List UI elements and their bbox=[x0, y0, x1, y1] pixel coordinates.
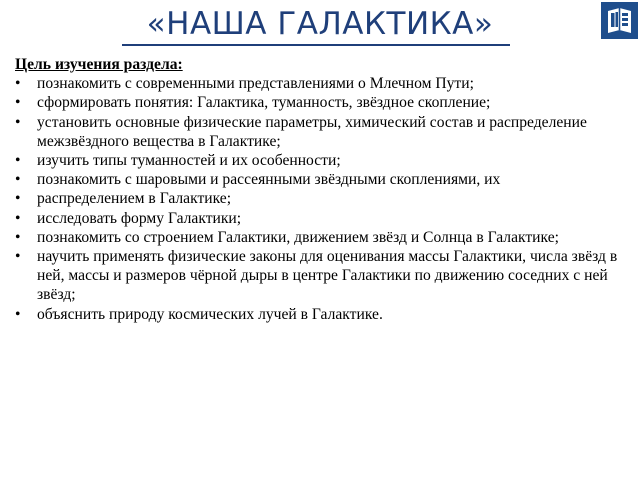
list-item bbox=[15, 209, 625, 228]
university-logo-icon bbox=[601, 2, 638, 39]
bullet-icon: • bbox=[15, 228, 21, 246]
list-item bbox=[15, 113, 625, 151]
list-item-text: познакомить со строением Галактики, движением звёзд и Солнца в Галактике; bbox=[37, 228, 559, 246]
list-item bbox=[15, 228, 625, 247]
slide-content bbox=[15, 55, 625, 324]
bullet-icon: • bbox=[15, 305, 21, 323]
slide-title: «НАША ГАЛАКТИКА» bbox=[146, 6, 494, 42]
bullet-icon: • bbox=[15, 248, 21, 266]
list-item-text: познакомить с современными представлениями о Млечном Пути; bbox=[37, 75, 474, 93]
section-heading: Цель изучения раздела: bbox=[15, 56, 183, 73]
list-item-text: изучить типы туманностей и их особенности; bbox=[37, 152, 341, 170]
list-item-text: установить основные физические параметры, химический состав и распределение межзвёздного вещества в Галактике; bbox=[37, 113, 587, 150]
goals-list bbox=[15, 74, 625, 324]
list-item-text: сформировать понятия: Галактика, туманность, звёздное скопление; bbox=[37, 94, 491, 112]
bullet-icon: • bbox=[15, 152, 21, 170]
list-item bbox=[15, 247, 625, 305]
bullet-icon: • bbox=[15, 113, 21, 131]
list-item-text: познакомить с шаровыми и рассеянными звёздными скоплениями, их bbox=[37, 171, 501, 189]
list-item bbox=[15, 74, 625, 93]
list-item-text: исследовать форму Галактики; bbox=[37, 209, 242, 227]
list-item bbox=[15, 170, 625, 189]
list-item-text: научить применять физические законы для оценивания массы Галактики, числа звёзд в ней, массы и размеров чёрной дыры в центре Галактики по движению соседних с ней звёзд; bbox=[37, 248, 618, 304]
bullet-icon: • bbox=[15, 190, 21, 208]
bullet-icon: • bbox=[15, 209, 21, 227]
list-item bbox=[15, 93, 625, 112]
list-item bbox=[15, 151, 625, 170]
bullet-icon: • bbox=[15, 171, 21, 189]
bullet-icon: • bbox=[15, 94, 21, 112]
bullet-icon: • bbox=[15, 75, 21, 93]
list-item bbox=[15, 305, 625, 324]
list-item bbox=[15, 189, 625, 208]
list-item-text: объяснить природу космических лучей в Галактике. bbox=[37, 305, 383, 323]
list-item-text: распределением в Галактике; bbox=[37, 190, 232, 208]
title-underline bbox=[122, 44, 510, 46]
